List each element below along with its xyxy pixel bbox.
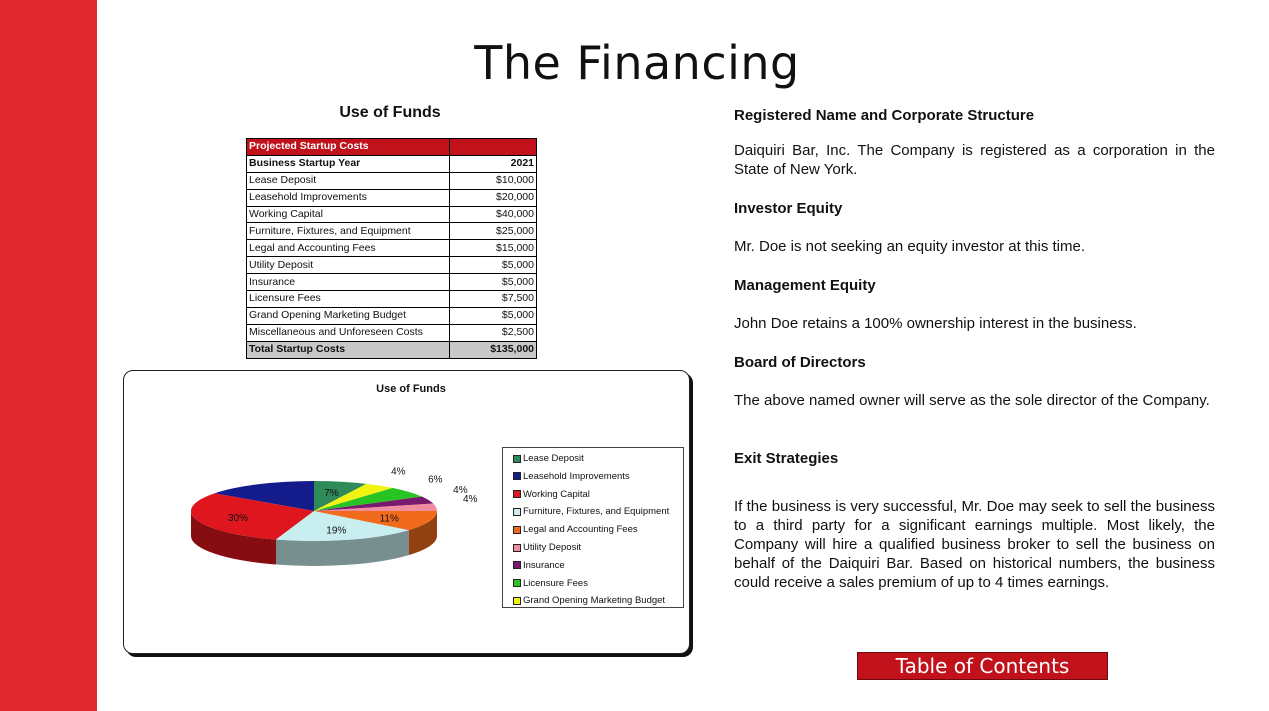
section-heading-management-equity: Management Equity	[734, 277, 876, 294]
cost-value-cell: $2,500	[450, 324, 537, 341]
cost-value-cell: $15,000	[450, 240, 537, 257]
cost-value-cell: $40,000	[450, 206, 537, 223]
section-text-management-equity: John Doe retains a 100% ownership interest in the business.	[734, 315, 1137, 332]
legend-swatch	[513, 455, 521, 463]
chart-title: Use of Funds	[376, 383, 446, 395]
table-row	[247, 274, 537, 291]
cost-value-cell: $7,500	[450, 291, 537, 308]
cost-label-cell: Legal and Accounting Fees	[247, 240, 450, 257]
section-heading-investor-equity: Investor Equity	[734, 200, 843, 217]
section-text-corporate-structure: Daiquiri Bar, Inc. The Company is registered as a corporation in the State of New York.	[734, 142, 1215, 178]
cost-label-cell: Lease Deposit	[247, 172, 450, 189]
legend-item	[513, 524, 638, 535]
legend-label: Insurance	[523, 559, 565, 571]
legend-item	[513, 542, 581, 553]
section-text-board-of-directors: The above named owner will serve as the sole director of the Company.	[734, 392, 1210, 409]
pie-slice-label: 4%	[462, 494, 478, 506]
table-row	[247, 223, 537, 240]
section-text-exit-strategies: If the business is very successful, Mr. Doe may seek to sell the business to a third party for a significant earnings multiple. Most likely, the Company will hire a qualified business broker to sell the business on behalf of the Daiquiri Bar. Based on historical numbers, the business could receive a sales premium of up to 4 times earnings.	[734, 498, 1215, 591]
chart-legend	[502, 447, 684, 608]
cost-value-cell: $20,000	[450, 189, 537, 206]
cost-value-cell: $10,000	[450, 172, 537, 189]
pie-slice-label: 4%	[391, 466, 406, 478]
legend-swatch	[513, 597, 521, 605]
legend-swatch	[513, 472, 521, 480]
section-heading-exit-strategies: Exit Strategies	[734, 450, 839, 467]
legend-swatch	[513, 544, 521, 552]
cost-value-cell: $5,000	[450, 257, 537, 274]
cost-label-cell: Furniture, Fixtures, and Equipment	[247, 223, 450, 240]
page-title: The Financing	[474, 36, 800, 90]
cost-label-cell: Business Startup Year	[247, 155, 450, 172]
pie-slice-label: 7%	[324, 487, 339, 499]
table-row	[247, 324, 537, 341]
cost-value-cell: 2021	[450, 155, 537, 172]
cost-label-cell: Miscellaneous and Unforeseen Costs	[247, 324, 450, 341]
legend-item	[513, 560, 565, 571]
cost-label-cell: Utility Deposit	[247, 257, 450, 274]
legend-item	[513, 471, 630, 482]
section-text-investor-equity: Mr. Doe is not seeking an equity investor at this time.	[734, 238, 1085, 255]
legend-label: Licensure Fees	[523, 577, 588, 589]
table-row	[247, 291, 537, 308]
total-row	[247, 341, 537, 358]
legend-swatch	[513, 561, 521, 569]
legend-label: Working Capital	[523, 488, 590, 500]
cost-value-cell: $135,000	[450, 341, 537, 358]
legend-swatch	[513, 579, 521, 587]
table-row	[247, 257, 537, 274]
legend-label: Leasehold Improvements	[523, 470, 630, 482]
legend-label: Furniture, Fixtures, and Equipment	[523, 506, 670, 518]
cost-label-cell: Licensure Fees	[247, 291, 450, 308]
table-of-contents-button[interactable]: Table of Contents	[857, 652, 1108, 680]
cost-label-cell: Grand Opening Marketing Budget	[247, 307, 450, 324]
pie-slice-label: 30%	[227, 513, 248, 525]
legend-item	[513, 595, 665, 606]
pie-chart	[124, 371, 504, 653]
legend-swatch	[513, 508, 521, 516]
startup-costs-table	[246, 138, 537, 359]
legend-swatch	[513, 526, 521, 534]
legend-item	[513, 506, 669, 517]
table-row	[247, 307, 537, 324]
pie-chart-panel	[123, 370, 690, 654]
cost-value-cell: $25,000	[450, 223, 537, 240]
table-row	[247, 189, 537, 206]
startup-year-row	[247, 155, 537, 172]
section-heading-corporate-structure: Registered Name and Corporate Structure	[734, 107, 1035, 124]
cost-label-cell: Total Startup Costs	[247, 341, 450, 358]
cost-value-cell: $5,000	[450, 307, 537, 324]
pie-slice-label: 6%	[428, 474, 443, 486]
cost-value-cell	[450, 139, 537, 156]
section-heading-board-of-directors: Board of Directors	[734, 354, 866, 371]
legend-swatch	[513, 490, 521, 498]
legend-item	[513, 578, 588, 589]
cost-value-cell: $5,000	[450, 274, 537, 291]
pie-slice-label: 11%	[379, 513, 399, 525]
cost-label-cell: Insurance	[247, 274, 450, 291]
legend-label: Legal and Accounting Fees	[523, 524, 638, 536]
cost-label-cell: Working Capital	[247, 206, 450, 223]
legend-label: Lease Deposit	[523, 453, 584, 464]
legend-label: Grand Opening Marketing Budget	[523, 595, 666, 607]
legend-item	[513, 489, 590, 500]
table-row	[247, 172, 537, 189]
table-header-row	[247, 139, 537, 156]
cost-label-cell: Projected Startup Costs	[247, 139, 450, 156]
pie-slice-label: 4%	[453, 484, 468, 496]
red-side-bar	[0, 0, 97, 711]
table-row	[247, 206, 537, 223]
legend-label: Utility Deposit	[523, 542, 582, 553]
table-row	[247, 240, 537, 257]
pie-slice-label: 19%	[326, 525, 347, 537]
legend-item	[513, 453, 584, 464]
cost-label-cell: Leasehold Improvements	[247, 189, 450, 206]
use-of-funds-heading: Use of Funds	[339, 104, 441, 121]
